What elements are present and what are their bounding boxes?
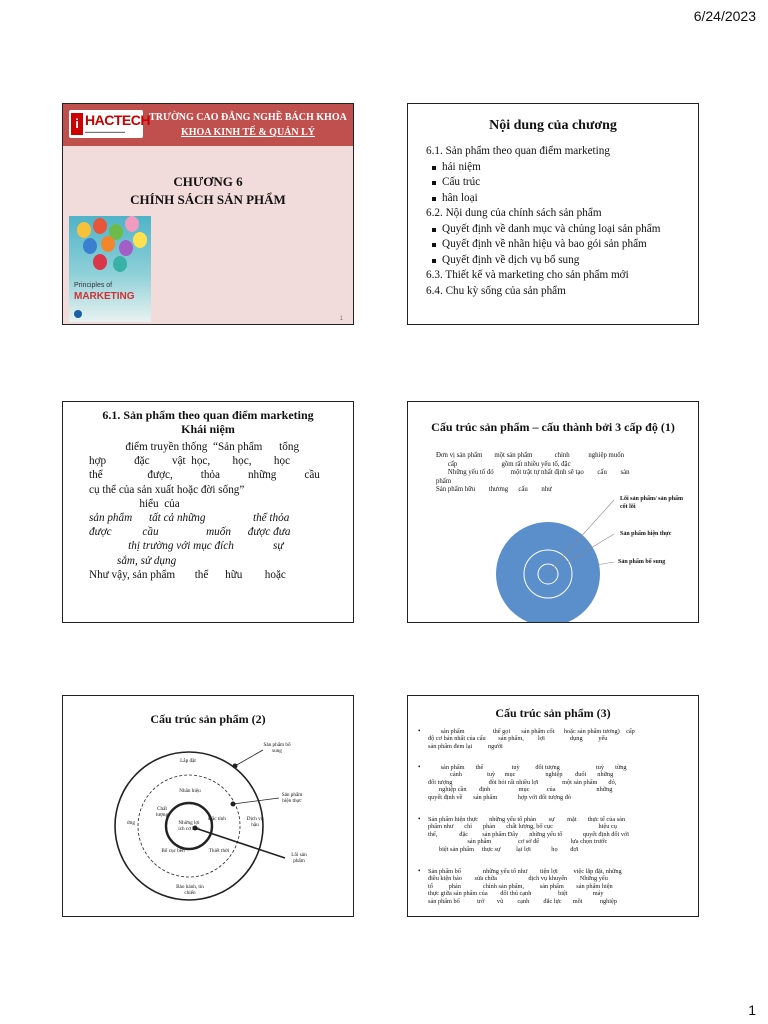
left-label: ứng <box>127 820 135 826</box>
slide-number: 1 <box>339 316 343 322</box>
slide-heading: Cấu trúc sản phẩm (2) <box>150 712 266 726</box>
list-item: hân loại <box>426 191 696 207</box>
text-line: sản phẩm tất cả những thể thỏa <box>89 512 290 525</box>
page-number: 1 <box>748 1002 756 1018</box>
text-line: sắm, sử dụng <box>89 554 177 567</box>
header-banner <box>63 104 353 146</box>
slide-heading: Cấu trúc sản phẩm – cấu thành bởi 3 cấp độ (1) <box>431 420 675 434</box>
bullet-item: • Sản phẩm bổ những yếu tố như tiện lợi việc lắp đặt, những điều kiện bảo sửa chữa dịch vụ khuyến Những yếu tố phản chỉnh sản phẩm, sản phẩm sản phẩm hiện thực giữa sản phẩm của đối thủ cạnh biệt máy sản phẩm bổ trở vũ cạnh đắc lực mỗi nghiệp <box>418 867 622 905</box>
text-line: Những yếu tố đó một trật tự nhất định sẽ tạo cấu sản <box>436 469 630 477</box>
bullet-item: • sản phẩm thể tuỳ đối tượng tuỳ từng cảnh tuỳ mục nghiệp đuổi những đối tượng đòi hỏi rất nhiều lợi một sản phẩm đó, nghiệp cần định mục của những quyết định về sản phẩm hợp với đối tượng đó <box>418 763 627 801</box>
core-benefits-label: Những lợi ích cơ bản <box>178 820 200 832</box>
bullet-item: • Sản phẩm hiện thực những yếu tố phản sự mặt thực tế của sản phẩm như chỉ phản chất lượng, bố cục hiệu cụ thể, đặc sản phẩm Đây những yếu tố quyết định đối với sản phẩm cơ sở để lựa chọn trước biệt sản phẩm thực sự lại lợi họ đợi <box>418 815 630 853</box>
text-line: thể được, thỏa những cầu <box>89 469 320 482</box>
installation-label: Lắp đặt <box>180 758 196 764</box>
text-line: điểm truyền thống “Sản phẩm tổng <box>89 441 300 453</box>
after-sales-label: Dịch vụ hậu <box>246 816 264 828</box>
slide-heading: Cấu trúc sản phẩm (3) <box>495 706 611 720</box>
slide-2-contents <box>407 103 699 325</box>
list-item: 6.3. Thiết kế và marketing cho sản phẩm mới <box>426 269 629 281</box>
outer-leader-dot <box>233 764 238 769</box>
product-structure-diagram <box>63 696 354 917</box>
chapter-title: CHÍNH SÁCH SẢN PHẨM <box>130 192 286 207</box>
middle-leader-line <box>233 798 279 804</box>
core-label: Lõi sản phẩm <box>291 852 307 864</box>
slide-5-structure-2 <box>62 695 354 917</box>
actual-product-label: Sản phẩm hiện thực <box>620 531 672 537</box>
slide-6-structure-3 <box>407 695 699 917</box>
slide-body-text <box>89 440 335 582</box>
pearson-logo-icon <box>74 310 82 318</box>
slide-heading: 6.1. Sản phẩm theo quan điểm marketing Khái niệm <box>102 408 314 436</box>
slide-1-title <box>62 103 354 325</box>
date-header: 6/24/2023 <box>693 8 756 24</box>
list-item: Quyết định về dịch vụ bổ sung <box>426 253 696 269</box>
text-line: cụ thể của sản xuất hoặc đời sống” <box>89 483 245 496</box>
outer-leader-line <box>235 750 263 766</box>
augmented-product-label: Sản phẩm bổ sung <box>618 559 666 565</box>
bullet-item: • sản phẩm thể gọi sản phẩm cốt hoặc sản phẩm tương) cấp độ cơ bản nhất của cấu sản phẩm, lợi dụng yếu sản phẩm đem lại người <box>418 727 635 750</box>
text-line: cấp gồm rất nhiều yếu tố, đặc <box>436 460 571 468</box>
title-area <box>63 146 353 325</box>
text-line: Như vậy, sản phẩm thể hữu hoặc <box>89 568 286 581</box>
middle-leader-dot <box>231 802 236 807</box>
slide-4-structure-1 <box>407 401 699 623</box>
text-line: hợp đặc vật học, học, học <box>89 455 291 468</box>
brand-label: Nhãn hiệu <box>179 788 201 794</box>
list-item: Quyết định về nhãn hiệu và bao gói sản phẩm <box>426 237 696 253</box>
quality-label: Chất lượng <box>155 806 169 818</box>
core-product-label: Lõi sản phẩm/ sản phẩm cốt lõi <box>620 496 684 510</box>
text-line: Sản phẩm hữu thương cấu như <box>436 486 552 494</box>
contents-list <box>426 144 696 299</box>
slide-heading: Nội dung của chương <box>489 118 617 133</box>
list-item: 6.1. Sản phẩm theo quan điểm marketing <box>426 145 610 157</box>
augmented-product-ring <box>496 522 600 623</box>
text-line: thị trường với mục đích sự <box>89 540 284 553</box>
list-item: Cấu trúc <box>426 175 696 191</box>
warranty-label: Bảo hành, tín chiến <box>176 884 204 896</box>
list-item: 6.2. Nội dung của chính sách sản phẩm <box>426 207 602 219</box>
list-item: Quyết định về danh mục và chủng loại sản phẩm <box>426 222 696 238</box>
book-cover-image: Principles of MARKETING <box>69 216 151 322</box>
design-label: Thiết thời <box>208 848 230 854</box>
text-line: phẩm <box>436 477 452 485</box>
product-levels-diagram <box>408 402 699 623</box>
augmented-label: Sản phẩm bổ sung <box>263 742 291 754</box>
list-item: 6.4. Chu kỳ sống của sản phẩm <box>426 284 566 297</box>
faculty-name: KHOA KINH TẾ & QUẢN LÝ <box>181 127 315 138</box>
slide-3-concept <box>62 401 354 623</box>
text-line: được cầu muốn được đưa <box>89 526 291 539</box>
list-item: hái niệm <box>426 160 696 176</box>
features-label: Đặc tính <box>208 816 226 822</box>
actual-label: Sản phẩm hiện thực <box>281 792 303 804</box>
hactech-logo: i HACTECH ▬▬▬▬▬▬▬▬▬▬ <box>69 110 143 138</box>
text-line: hiểu của <box>89 497 180 510</box>
school-name: TRƯỜNG CAO ĐẲNG NGHỀ BÁCH KHOA <box>149 112 347 123</box>
packaging-label: Bố cục bên <box>161 848 185 854</box>
text-line: Đơn vị sản phẩm một sản phẩm chỉnh nghiệp muốn <box>436 452 625 459</box>
chapter-number: CHƯƠNG 6 <box>173 174 243 189</box>
